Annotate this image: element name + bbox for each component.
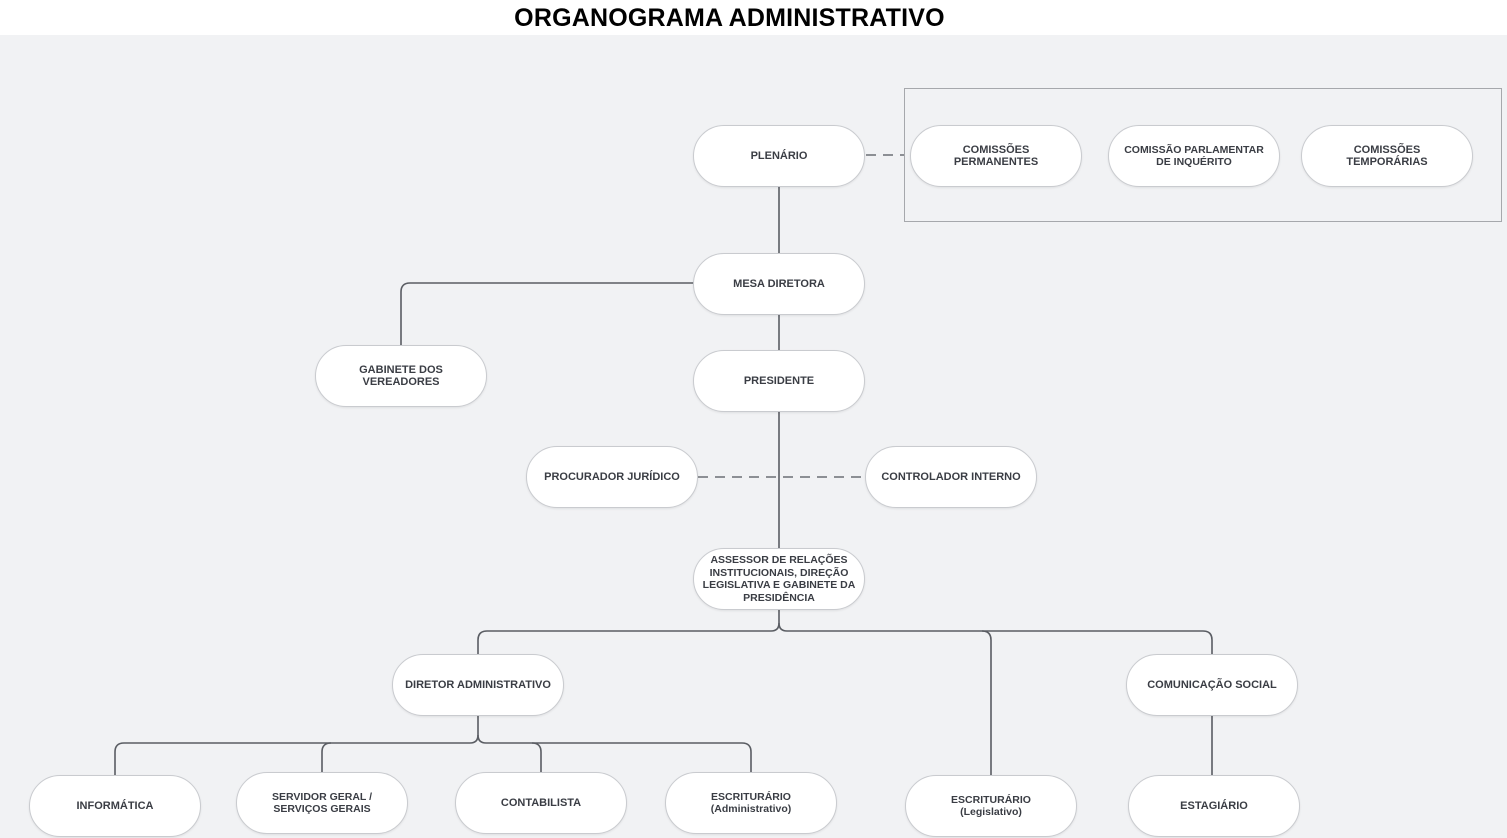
connector-mesa-gabinete bbox=[401, 283, 694, 345]
node-diretor-administrativo[interactable] bbox=[392, 654, 564, 716]
node-comissao-parlamentar-inquerito[interactable] bbox=[1108, 125, 1280, 187]
node-label: ESCRITURÁRIO bbox=[711, 790, 791, 803]
node-sublabel: (Legislativo) bbox=[960, 806, 1022, 818]
page-title: ORGANOGRAMA ADMINISTRATIVO bbox=[514, 4, 945, 32]
node-label: COMISSÕES PERMANENTES bbox=[953, 143, 1039, 168]
node-label: MESA DIRETORA bbox=[733, 277, 825, 290]
node-comunicacao-social[interactable] bbox=[1126, 654, 1298, 716]
node-controlador-interno[interactable] bbox=[865, 446, 1037, 508]
connector-diretor-servidor bbox=[322, 743, 331, 772]
node-label: GABINETE DOS VEREADORES bbox=[359, 363, 443, 388]
node-label: ASSESSOR DE RELAÇÕES INSTITUCIONAIS, DIREÇÃO LEGISLATIVA E GABINETE DA PRESIDÊNCIA bbox=[702, 554, 856, 604]
node-contabilista[interactable] bbox=[455, 772, 627, 834]
node-plenario[interactable] bbox=[693, 125, 865, 187]
node-servidor-geral[interactable] bbox=[236, 772, 408, 834]
node-label: PLENÁRIO bbox=[750, 149, 808, 162]
node-mesa-diretora[interactable] bbox=[693, 253, 865, 315]
node-escriturario-administrativo[interactable] bbox=[665, 772, 837, 834]
node-label: DIRETOR ADMINISTRATIVO bbox=[405, 678, 551, 691]
connector-branch-right bbox=[779, 623, 991, 775]
node-label: PRESIDENTE bbox=[743, 374, 815, 387]
node-label: COMISSÕES TEMPORÁRIAS bbox=[1346, 143, 1428, 168]
connector-assessor-branch bbox=[478, 609, 779, 654]
node-label: ESTAGIÁRIO bbox=[1180, 799, 1248, 812]
node-label: SERVIDOR GERAL / SERVIÇOS GERAIS bbox=[272, 790, 372, 815]
node-label: INFORMÁTICA bbox=[76, 799, 154, 812]
node-gabinete-vereadores[interactable] bbox=[315, 345, 487, 407]
node-informatica[interactable] bbox=[29, 775, 201, 837]
node-label: CONTABILISTA bbox=[500, 796, 582, 809]
node-assessor[interactable] bbox=[693, 548, 865, 610]
connector-diretor-contabilista bbox=[532, 743, 541, 772]
node-label: COMISSÃO PARLAMENTAR DE INQUÉRITO bbox=[1124, 143, 1264, 168]
connector-branch-comunicacao bbox=[982, 631, 1212, 654]
node-comissoes-permanentes[interactable] bbox=[910, 125, 1082, 187]
node-procurador-juridico[interactable] bbox=[526, 446, 698, 508]
node-escriturario-legislativo[interactable] bbox=[905, 775, 1077, 837]
connector-diretor-right bbox=[478, 735, 751, 772]
node-label: PROCURADOR JURÍDICO bbox=[544, 470, 680, 483]
node-estagiario[interactable] bbox=[1128, 775, 1300, 837]
node-comissoes-temporarias[interactable] bbox=[1301, 125, 1473, 187]
node-sublabel: (Administrativo) bbox=[710, 803, 792, 815]
connector-diretor-left bbox=[115, 715, 478, 775]
node-label: COMUNICAÇÃO SOCIAL bbox=[1147, 678, 1277, 691]
node-label: CONTROLADOR INTERNO bbox=[881, 470, 1021, 483]
node-presidente[interactable] bbox=[693, 350, 865, 412]
node-label: ESCRITURÁRIO bbox=[951, 793, 1031, 806]
